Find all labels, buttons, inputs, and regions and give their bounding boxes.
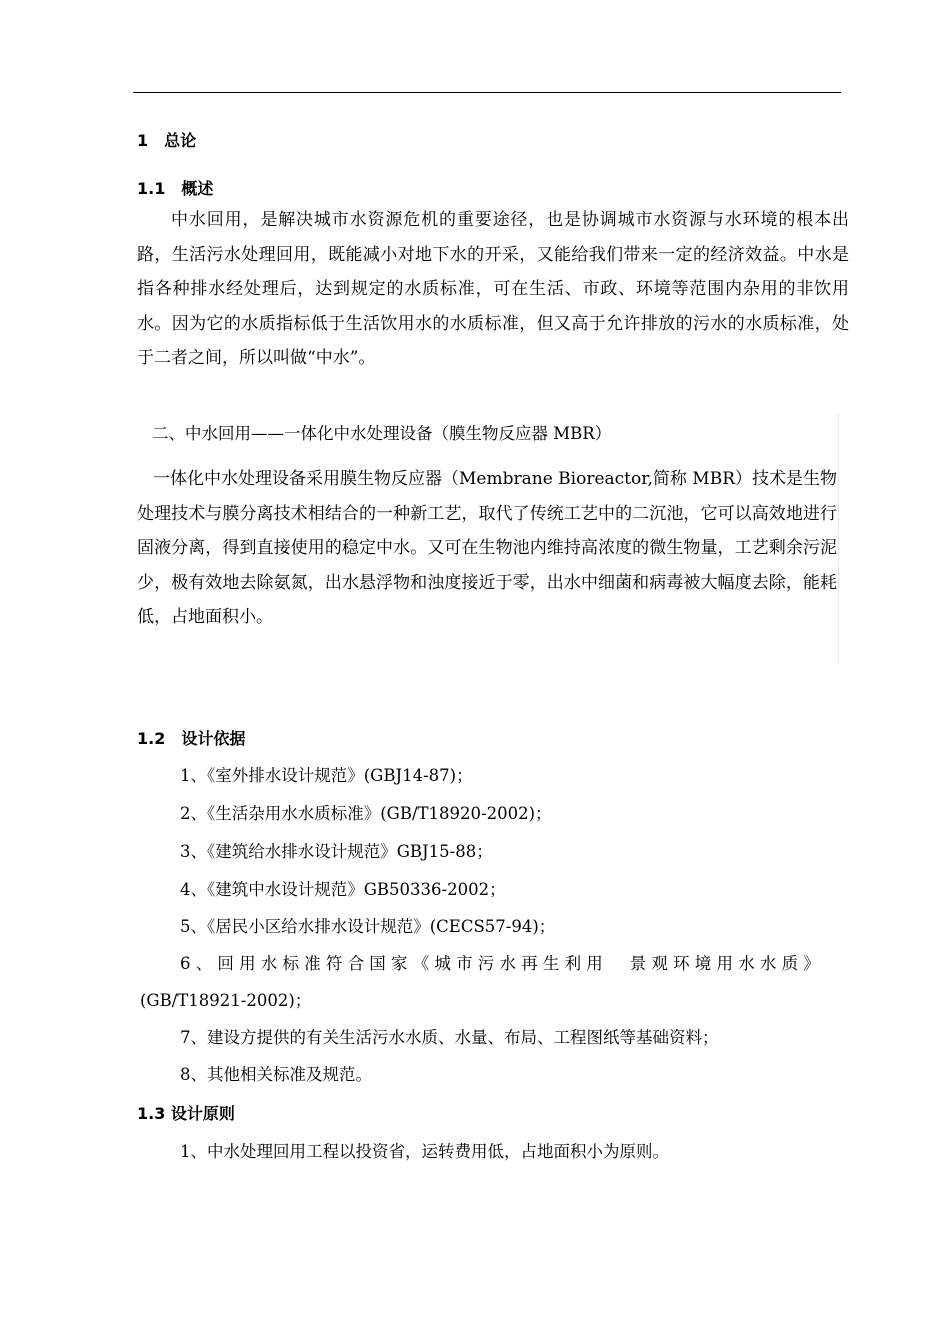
section-1-1-title: 1.1 概述 (137, 179, 214, 198)
basis-item: 8、其他相关标准及规范。 (180, 1065, 372, 1084)
basis-item: 3、《建筑给水排水设计规范》GBJ15-88； (180, 842, 493, 861)
overview-paragraph: 中水回用，是解决城市水资源危机的重要途径，也是协调城市水资源与水环境的根本出路，生活污水处理回用，既能减小对地下水的开采，又能给我们带来一定的经济效益。中水是指各种排水经处理后，达到规定的水质标准，可在生活、市政、环境等范围内杂用的非饮用水。因为它的水质指标低于生活饮用水的水质标准，但又高于允许排放的污水的水质标准，处于二者之间，所以叫做“中水”。 (137, 210, 849, 369)
frame-border (838, 414, 839, 664)
section-1-2-title: 1.2 设计依据 (137, 729, 246, 748)
basis-item-continuation: (GB/T18921-2002)； (140, 991, 312, 1010)
basis-item: 7、建设方提供的有关生活污水水质、水量、布局、工程图纸等基础资料； (180, 1028, 719, 1047)
header-rule (133, 92, 841, 93)
mbr-paragraph: 一体化中水处理设备采用膜生物反应器（Membrane Bioreactor,简称 MBR）技术是生物处理技术与膜分离技术相结合的一种新工艺，取代了传统工艺中的二沉池，它可以高效地进行固液分离，得到直接使用的稳定中水。又可在生物池内维持高浓度的微生物量，工艺剩余污泥少，极有效地去除氨氮，出水悬浮物和浊度接近于零，出水中细菌和病毒被大幅度去除，能耗低，占地面积小。 (137, 469, 837, 628)
subsection-2-title: 二、中水回用——一体化中水处理设备（膜生物反应器 MBR） (152, 424, 612, 443)
basis-item: 2、《生活杂用水水质标准》(GB/T18920-2002)； (180, 804, 552, 823)
principle-item: 1、中水处理回用工程以投资省，运转费用低，占地面积小为原则。 (180, 1142, 669, 1161)
section-1-3-title: 1.3 设计原则 (137, 1104, 235, 1123)
section-1-title: 1 总论 (137, 131, 197, 150)
basis-item: 4、《建筑中水设计规范》GB50336-2002； (180, 880, 506, 899)
basis-item: 1、《室外排水设计规范》(GBJ14-87)； (180, 766, 473, 785)
basis-item: 5、《居民小区给水排水设计规范》(CECS57-94)； (180, 917, 556, 936)
basis-item: 6、回用水标准符合国家《城市污水再生利用 景观环境用水水质》 (180, 954, 825, 973)
